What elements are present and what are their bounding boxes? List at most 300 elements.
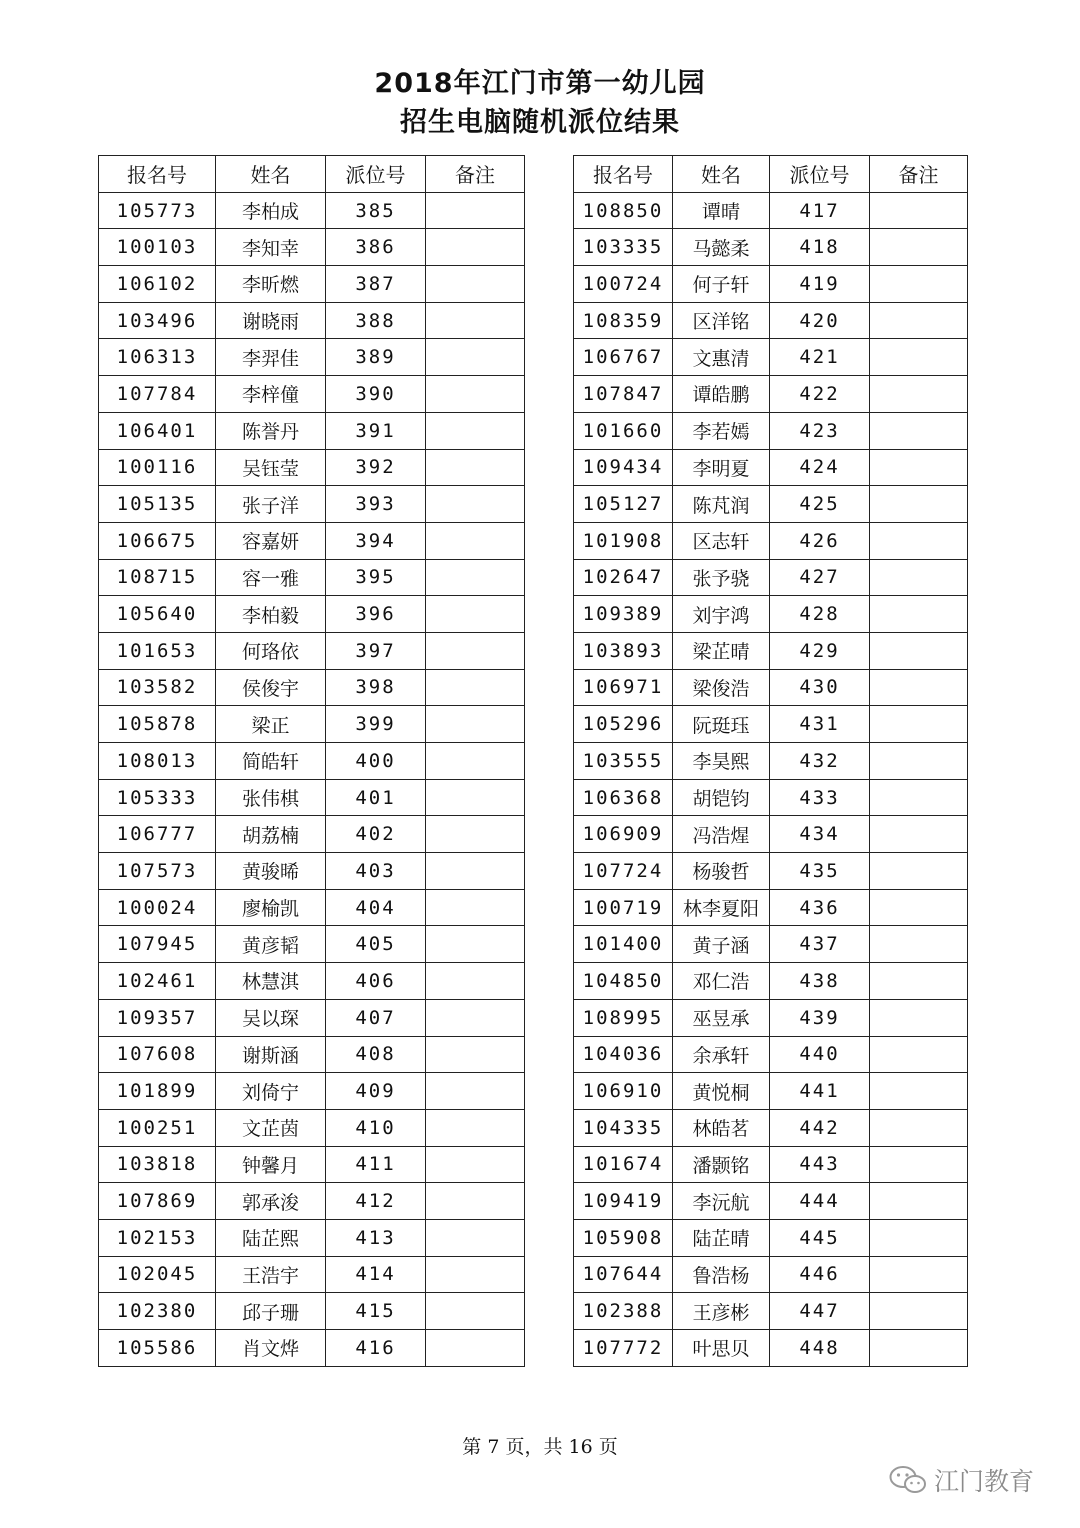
table-row [574,926,968,963]
name-cell: 文惠清 [673,339,770,376]
assignment-no-cell: 392 [326,449,426,486]
header-name: 姓名 [216,156,326,193]
table-row [99,412,525,449]
registration-no-cell: 106368 [574,779,673,816]
remarks-cell [870,1330,968,1367]
table-row [574,1330,968,1367]
table-row [99,1109,525,1146]
name-cell: 李知幸 [216,229,326,266]
name-cell: 邓仁浩 [673,963,770,1000]
registration-no-cell: 107724 [574,853,673,890]
remarks-cell [870,192,968,229]
table-row [99,229,525,266]
name-cell: 李柏成 [216,192,326,229]
name-cell: 林李夏阳 [673,889,770,926]
registration-no-cell: 102380 [99,1293,216,1330]
table-row [99,596,525,633]
table-row [99,1183,525,1220]
assignment-no-cell: 422 [770,376,870,413]
registration-no-cell: 105135 [99,486,216,523]
table-row [574,192,968,229]
table-row [574,522,968,559]
name-cell: 廖榆凯 [216,889,326,926]
registration-no-cell: 105878 [99,706,216,743]
name-cell: 胡荔楠 [216,816,326,853]
remarks-cell [870,596,968,633]
assignment-no-cell: 423 [770,412,870,449]
assignment-no-cell: 444 [770,1183,870,1220]
wechat-icon [888,1464,928,1496]
name-cell: 黄悦桐 [673,1073,770,1110]
assignment-no-cell: 400 [326,743,426,780]
assignment-no-cell: 386 [326,229,426,266]
registration-no-cell: 101899 [99,1073,216,1110]
assignment-no-cell: 419 [770,266,870,303]
remarks-cell [870,669,968,706]
remarks-cell [426,853,525,890]
wechat-watermark [888,1462,1034,1498]
name-cell: 郭承浚 [216,1183,326,1220]
assignment-no-cell: 390 [326,376,426,413]
name-cell: 钟馨月 [216,1146,326,1183]
name-cell: 李梓僮 [216,376,326,413]
table-row [574,1293,968,1330]
table-row [99,926,525,963]
registration-no-cell: 101400 [574,926,673,963]
header-assignment-no: 派位号 [326,156,426,193]
registration-no-cell: 107608 [99,1036,216,1073]
name-cell: 陈誉丹 [216,412,326,449]
name-cell: 容一雅 [216,559,326,596]
registration-no-cell: 108995 [574,999,673,1036]
page-number-footer: 第 7 页，共 16 页 [462,1436,618,1458]
table-row [99,706,525,743]
assignment-no-cell: 420 [770,302,870,339]
watermark-text: 江门教育 [934,1467,1035,1496]
remarks-cell [426,926,525,963]
table-header-row [574,156,968,193]
remarks-cell [426,339,525,376]
registration-no-cell: 106401 [99,412,216,449]
assignment-no-cell: 445 [770,1219,870,1256]
registration-no-cell: 105640 [99,596,216,633]
remarks-cell [426,522,525,559]
assignment-no-cell: 411 [326,1146,426,1183]
name-cell: 林皓茗 [673,1109,770,1146]
remarks-cell [870,1256,968,1293]
name-cell: 刘倚宁 [216,1073,326,1110]
remarks-cell [870,926,968,963]
remarks-cell [426,559,525,596]
registration-no-cell: 105908 [574,1219,673,1256]
table-row [99,339,525,376]
assignment-no-cell: 389 [326,339,426,376]
table-row [99,1219,525,1256]
registration-no-cell: 106971 [574,669,673,706]
table-row [99,486,525,523]
table-row [99,999,525,1036]
assignment-no-cell: 410 [326,1109,426,1146]
registration-no-cell: 106909 [574,816,673,853]
assignment-no-cell: 442 [770,1109,870,1146]
name-cell: 黄骏晞 [216,853,326,890]
name-cell: 梁芷晴 [673,632,770,669]
document-subtitle: 招生电脑随机派位结果 [400,107,680,138]
remarks-cell [870,743,968,780]
name-cell: 谭皓鹏 [673,376,770,413]
table-row [99,1146,525,1183]
name-cell: 王浩宇 [216,1256,326,1293]
remarks-cell [870,302,968,339]
remarks-cell [426,1146,525,1183]
name-cell: 简皓轩 [216,743,326,780]
name-cell: 李羿佳 [216,339,326,376]
table-row [99,376,525,413]
assignment-no-cell: 432 [770,743,870,780]
assignment-no-cell: 385 [326,192,426,229]
assignment-no-cell: 424 [770,449,870,486]
registration-no-cell: 107573 [99,853,216,890]
table-row [574,889,968,926]
name-cell: 区志轩 [673,522,770,559]
table-row [99,1330,525,1367]
registration-no-cell: 105127 [574,486,673,523]
table-row [574,999,968,1036]
assignment-no-cell: 414 [326,1256,426,1293]
registration-no-cell: 102647 [574,559,673,596]
assignment-no-cell: 439 [770,999,870,1036]
table-row [99,1036,525,1073]
name-cell: 吴以琛 [216,999,326,1036]
registration-no-cell: 107869 [99,1183,216,1220]
assignment-no-cell: 406 [326,963,426,1000]
name-cell: 潘颢铭 [673,1146,770,1183]
registration-no-cell: 105586 [99,1330,216,1367]
remarks-cell [426,266,525,303]
name-cell: 马懿柔 [673,229,770,266]
table-row [574,706,968,743]
assignment-no-cell: 398 [326,669,426,706]
remarks-cell [426,1109,525,1146]
registration-no-cell: 104850 [574,963,673,1000]
assignment-no-cell: 394 [326,522,426,559]
table-row [99,1293,525,1330]
assignment-no-cell: 438 [770,963,870,1000]
assignment-no-cell: 418 [770,229,870,266]
assignment-no-cell: 441 [770,1073,870,1110]
remarks-cell [870,1183,968,1220]
registration-no-cell: 100024 [99,889,216,926]
name-cell: 张予骁 [673,559,770,596]
table-row [574,1183,968,1220]
name-cell: 张伟棋 [216,779,326,816]
assignment-no-cell: 448 [770,1330,870,1367]
name-cell: 阮珽珏 [673,706,770,743]
table-row [574,669,968,706]
remarks-cell [870,229,968,266]
header-registration-no: 报名号 [99,156,216,193]
name-cell: 谢晓雨 [216,302,326,339]
remarks-cell [870,1293,968,1330]
remarks-cell [870,449,968,486]
registration-no-cell: 102045 [99,1256,216,1293]
remarks-cell [870,1073,968,1110]
name-cell: 邱子珊 [216,1293,326,1330]
table-header-row [99,156,525,193]
table-row [574,1073,968,1110]
registration-no-cell: 105773 [99,192,216,229]
assignment-no-cell: 421 [770,339,870,376]
assignment-no-cell: 413 [326,1219,426,1256]
assignment-no-cell: 427 [770,559,870,596]
name-cell: 谢斯涵 [216,1036,326,1073]
remarks-cell [870,1036,968,1073]
assignment-no-cell: 409 [326,1073,426,1110]
header-registration-no: 报名号 [574,156,673,193]
registration-no-cell: 106675 [99,522,216,559]
remarks-cell [870,632,968,669]
name-cell: 容嘉妍 [216,522,326,559]
assignment-no-cell: 412 [326,1183,426,1220]
right-results-table [573,155,968,1367]
registration-no-cell: 104036 [574,1036,673,1073]
table-row [99,1073,525,1110]
assignment-no-cell: 416 [326,1330,426,1367]
table-row [99,853,525,890]
header-assignment-no: 派位号 [770,156,870,193]
name-cell: 吴钰莹 [216,449,326,486]
registration-no-cell: 108359 [574,302,673,339]
remarks-cell [870,1219,968,1256]
assignment-no-cell: 426 [770,522,870,559]
remarks-cell [426,816,525,853]
assignment-no-cell: 433 [770,779,870,816]
registration-no-cell: 109419 [574,1183,673,1220]
registration-no-cell: 105333 [99,779,216,816]
assignment-no-cell: 436 [770,889,870,926]
registration-no-cell: 103818 [99,1146,216,1183]
registration-no-cell: 102388 [574,1293,673,1330]
table-row [99,449,525,486]
assignment-no-cell: 437 [770,926,870,963]
name-cell: 陆芷熙 [216,1219,326,1256]
name-cell: 李沅航 [673,1183,770,1220]
registration-no-cell: 107847 [574,376,673,413]
remarks-cell [870,266,968,303]
registration-no-cell: 100116 [99,449,216,486]
registration-no-cell: 107644 [574,1256,673,1293]
remarks-cell [870,522,968,559]
assignment-no-cell: 425 [770,486,870,523]
registration-no-cell: 106102 [99,266,216,303]
table-row [574,229,968,266]
registration-no-cell: 107945 [99,926,216,963]
table-row [99,779,525,816]
table-row [574,449,968,486]
remarks-cell [426,706,525,743]
remarks-cell [870,889,968,926]
table-row [574,853,968,890]
name-cell: 李若嫣 [673,412,770,449]
table-row [574,486,968,523]
assignment-no-cell: 399 [326,706,426,743]
remarks-cell [426,376,525,413]
table-row [574,1109,968,1146]
assignment-no-cell: 440 [770,1036,870,1073]
assignment-no-cell: 415 [326,1293,426,1330]
remarks-cell [426,999,525,1036]
remarks-cell [426,889,525,926]
table-row [574,1219,968,1256]
assignment-no-cell: 395 [326,559,426,596]
name-cell: 鲁浩杨 [673,1256,770,1293]
name-cell: 何子轩 [673,266,770,303]
table-row [99,889,525,926]
registration-no-cell: 103893 [574,632,673,669]
assignment-no-cell: 408 [326,1036,426,1073]
assignment-no-cell: 417 [770,192,870,229]
assignment-no-cell: 396 [326,596,426,633]
table-row [574,779,968,816]
assignment-no-cell: 388 [326,302,426,339]
header-remarks: 备注 [426,156,525,193]
assignment-no-cell: 393 [326,486,426,523]
name-cell: 李明夏 [673,449,770,486]
remarks-cell [426,1330,525,1367]
name-cell: 胡铠钧 [673,779,770,816]
table-row [574,632,968,669]
remarks-cell [426,486,525,523]
registration-no-cell: 109357 [99,999,216,1036]
table-row [574,266,968,303]
registration-no-cell: 108715 [99,559,216,596]
table-row [99,963,525,1000]
assignment-no-cell: 405 [326,926,426,963]
remarks-cell [870,339,968,376]
name-cell: 侯俊宇 [216,669,326,706]
assignment-no-cell: 446 [770,1256,870,1293]
name-cell: 肖文烨 [216,1330,326,1367]
name-cell: 叶思贝 [673,1330,770,1367]
assignment-no-cell: 431 [770,706,870,743]
remarks-cell [870,376,968,413]
remarks-cell [426,596,525,633]
table-row [99,522,525,559]
name-cell: 陈芃润 [673,486,770,523]
name-cell: 陆芷晴 [673,1219,770,1256]
assignment-no-cell: 391 [326,412,426,449]
table-row [99,192,525,229]
document-title: 2018年江门市第一幼儿园 [374,68,706,99]
remarks-cell [870,412,968,449]
registration-no-cell: 100103 [99,229,216,266]
table-row [574,596,968,633]
registration-no-cell: 106910 [574,1073,673,1110]
table-row [574,302,968,339]
remarks-cell [426,669,525,706]
registration-no-cell: 108013 [99,743,216,780]
table-row [574,963,968,1000]
remarks-cell [426,229,525,266]
remarks-cell [870,1109,968,1146]
remarks-cell [870,816,968,853]
table-row [99,816,525,853]
remarks-cell [426,779,525,816]
remarks-cell [870,706,968,743]
table-row [574,1036,968,1073]
registration-no-cell: 101908 [574,522,673,559]
header-name: 姓名 [673,156,770,193]
remarks-cell [870,963,968,1000]
assignment-no-cell: 407 [326,999,426,1036]
table-row [99,743,525,780]
remarks-cell [426,302,525,339]
registration-no-cell: 101674 [574,1146,673,1183]
assignment-no-cell: 443 [770,1146,870,1183]
registration-no-cell: 100724 [574,266,673,303]
registration-no-cell: 106767 [574,339,673,376]
registration-no-cell: 101660 [574,412,673,449]
registration-no-cell: 109434 [574,449,673,486]
header-remarks: 备注 [870,156,968,193]
table-row [99,1256,525,1293]
remarks-cell [426,1219,525,1256]
table-row [99,302,525,339]
assignment-no-cell: 434 [770,816,870,853]
name-cell: 梁正 [216,706,326,743]
table-row [574,816,968,853]
remarks-cell [426,743,525,780]
registration-no-cell: 107772 [574,1330,673,1367]
table-row [99,669,525,706]
table-row [574,412,968,449]
name-cell: 余承轩 [673,1036,770,1073]
name-cell: 张子洋 [216,486,326,523]
name-cell: 刘宇鸿 [673,596,770,633]
name-cell: 黄子涵 [673,926,770,963]
name-cell: 杨骏哲 [673,853,770,890]
assignment-no-cell: 401 [326,779,426,816]
assignment-no-cell: 403 [326,853,426,890]
table-row [574,559,968,596]
table-row [99,632,525,669]
name-cell: 梁俊浩 [673,669,770,706]
remarks-cell [870,779,968,816]
remarks-cell [426,632,525,669]
remarks-cell [426,1073,525,1110]
remarks-cell [426,449,525,486]
remarks-cell [870,999,968,1036]
name-cell: 冯浩煋 [673,816,770,853]
registration-no-cell: 107784 [99,376,216,413]
remarks-cell [426,1293,525,1330]
name-cell: 谭晴 [673,192,770,229]
registration-no-cell: 103335 [574,229,673,266]
registration-no-cell: 106777 [99,816,216,853]
registration-no-cell: 103555 [574,743,673,780]
name-cell: 王彦彬 [673,1293,770,1330]
table-row [574,376,968,413]
assignment-no-cell: 447 [770,1293,870,1330]
remarks-cell [870,559,968,596]
assignment-no-cell: 430 [770,669,870,706]
remarks-cell [870,853,968,890]
registration-no-cell: 104335 [574,1109,673,1146]
table-row [99,559,525,596]
table-row [99,266,525,303]
registration-no-cell: 102153 [99,1219,216,1256]
table-row [574,743,968,780]
